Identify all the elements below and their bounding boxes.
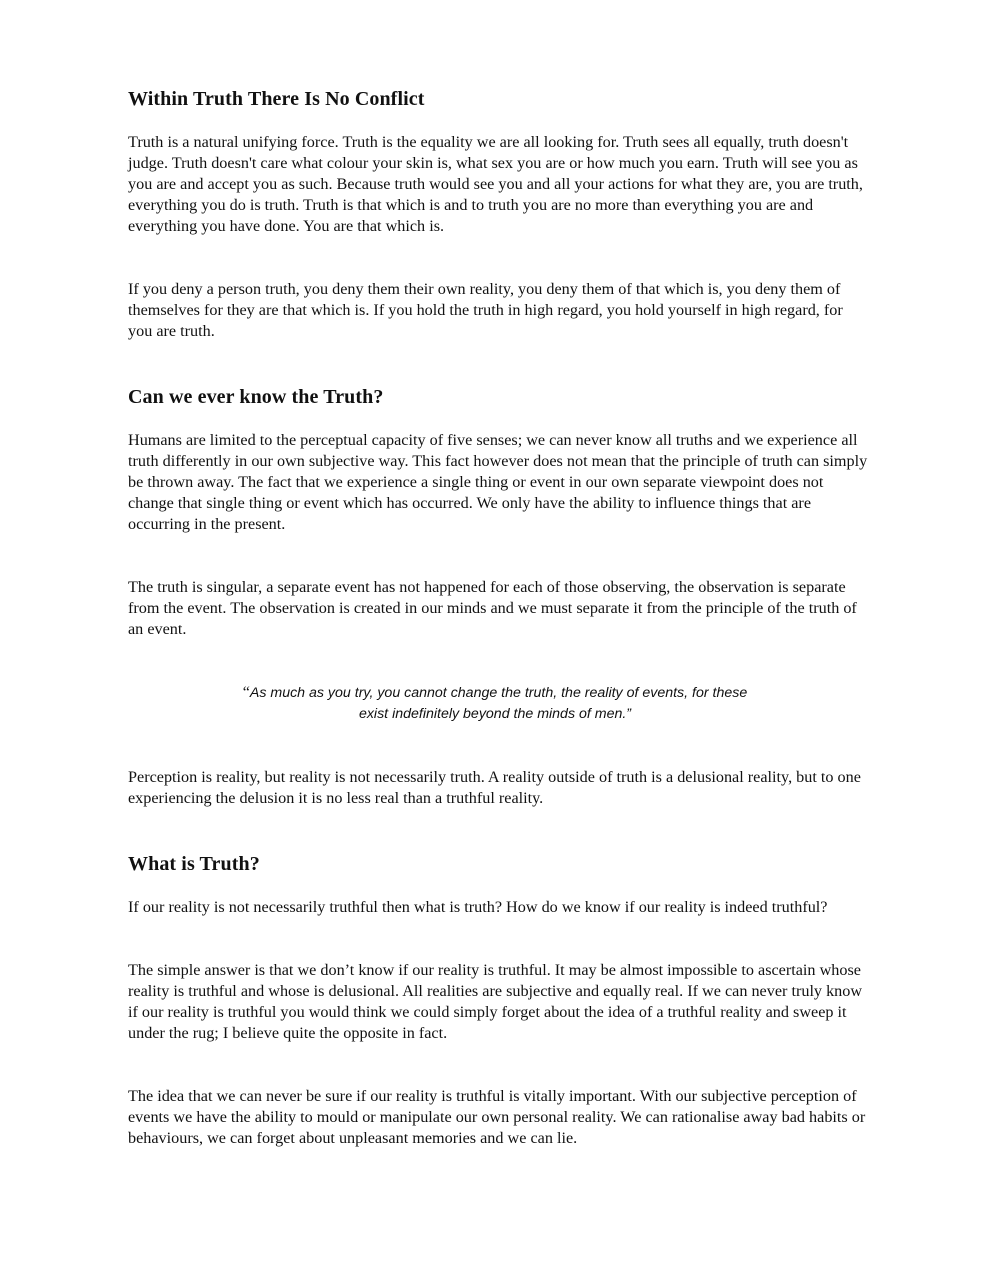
paragraph: Humans are limited to the perceptual capacity of five senses; we can never know all truths and we experience all truth differently in our own subjective way. This fact however does not mean that the principle of truth can simply be thrown away. The fact that we experience a single thing or event in our own separate viewpoint does not change that single thing or event which has occurred. We only have the ability to influence things that are occurring in the present. xyxy=(128,431,868,533)
section-heading-what-is-truth: What is Truth? xyxy=(128,853,260,875)
section-heading-can-we-know: Can we ever know the Truth? xyxy=(128,386,384,408)
paragraph: Perception is reality, but reality is not necessarily truth. A reality outside of truth is a delusional reality, but to one experiencing the delusion it is no less real than a truthful reality. xyxy=(128,768,861,807)
section-heading-within-truth: Within Truth There Is No Conflict xyxy=(128,88,425,110)
paragraph: Truth is a natural unifying force. Truth is the equality we are all looking for. Truth sees all equally, truth doesn't judge. Truth doesn't care what colour your skin is, what sex you are or how much you earn. Truth will see you as you are and accept you as such. Because truth would see you and all your actions for what they are, you are truth, everything you do is truth. Truth is that which is and to truth you are no more than everything you are and everything you have done. You are that which is. xyxy=(128,133,863,235)
document-page xyxy=(128,86,868,1149)
paragraph: The simple answer is that we don’t know if our reality is truthful. It may be almost impossible to ascertain whose reality is truthful and whose is delusional. All realities are subjective and equally real. If we can never truly know if our reality is truthful you would think we could simply forget about the idea of a truthful reality and sweep it under the rug; I believe quite the opposite in fact. xyxy=(128,961,863,1042)
paragraph: If you deny a person truth, you deny them their own reality, you deny them of that which is, you deny them of themselves for they are that which is. If you hold the truth in high regard, you hold yourself in high regard, for you are truth. xyxy=(128,280,843,340)
paragraph: If our reality is not necessarily truthful then what is truth? How do we know if our reality is indeed truthful? xyxy=(128,898,828,916)
quote-line-1 xyxy=(195,682,795,704)
quote-text-1: As much as you try, you cannot change the truth, the reality of events, for these xyxy=(249,685,748,701)
paragraph: The truth is singular, a separate event has not happened for each of those observing, the observation is separate from the event. The observation is created in our minds and we must separate it from the principle of the truth of an event. xyxy=(128,578,857,638)
quote-line-2: exist indefinitely beyond the minds of men.” xyxy=(358,706,632,722)
paragraph: The idea that we can never be sure if our reality is truthful is vitally important. With our subjective perception of events we have the ability to mould or manipulate our own personal reality. We can rationalise away bad habits or behaviours, we can forget about unpleasant memories and we can lie. xyxy=(128,1087,866,1147)
quote-open-mark: “ xyxy=(242,684,250,701)
block-quote xyxy=(195,682,795,725)
